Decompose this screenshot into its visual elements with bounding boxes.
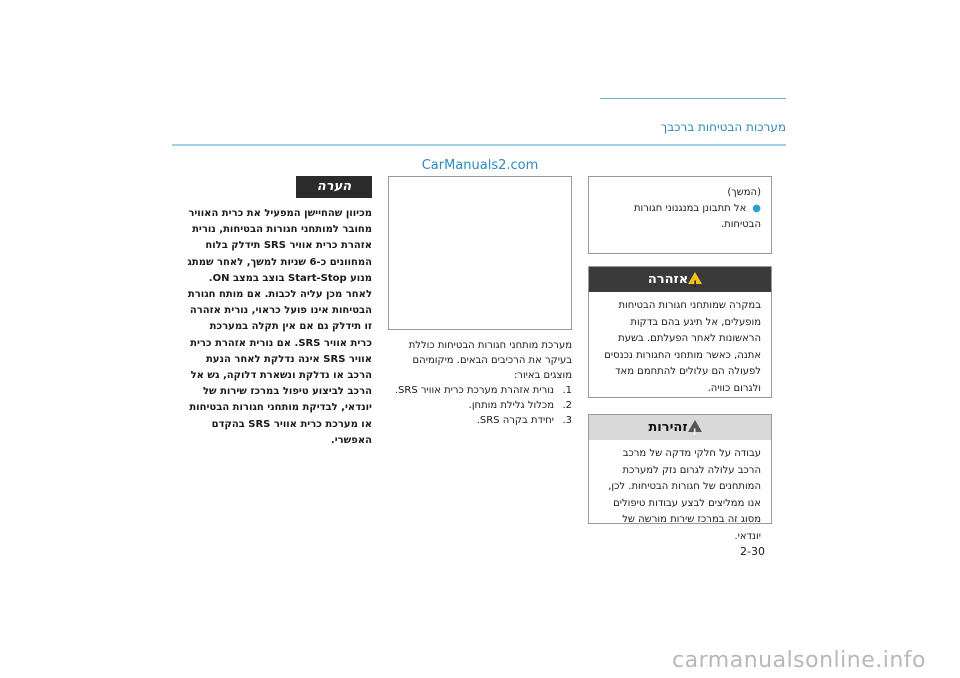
bullet-dot-icon: ● [752,203,761,214]
warning-triangle-icon [688,272,702,284]
list-item [388,413,572,428]
warning-title: זהירות [648,420,688,435]
components-intro: מערכת מותחני חגורות הבטיחות כוללת בעיקר את הרכיבים הבאים. מיקומיהם מוצגים באיור: [408,340,572,381]
list-item-number: 2. [562,400,572,411]
header-rule-short [600,98,786,99]
warning-box [588,414,772,542]
list-item-text: נורית אזהרת מערכת כרית אוויר SRS. [394,385,554,396]
caution-body: במקרה שמותחני חגורות הבטיחות מופעלים, אל תיגע בהם בדקות הראשונות לאחר הפעלתם. בשעת אתנה, כאשר מותחני החגורות נכנסים לפעולה הם עלולים להתחמם מאד ולגרום כוויה. [604,300,761,394]
watermark-top[interactable]: CarManuals2.com [421,158,539,173]
warning-header [589,415,771,440]
components-description [388,338,572,428]
note-tag: הערה [296,176,372,198]
notice-box [588,176,772,254]
note-body: מכיוון שהחיישן המפעיל את כרית האוויר מחובר למותחני חגורות הבטיחות, נורית אזהרת כרית אוויר SRS תידלק בלוח המחוונים כ-6 שניות למשך, לאחר שמתג מנוע Start-Stop בוצב במצב ON. לאחר מכן עליה לכבות. אם מותח חגורת הבטיחות אינו פועל כראוי, נורית אזהרה זו תידלק גם אם אין תקלה במערכת כרית אוויר SRS. אם נורית אזהרת כרית אוויר SRS אינה נדלקת לאחר הנעת הרכב או נדלקת ונשארת דלוקה, גש אל הרכב לביצוע טיפול במרכז שירות של יונדאי, לבדיקת מותחני חגורות הבטיחות או מערכת כרית אוויר SRS בהקדם האפשרי. [187,208,372,446]
section-title: מערכות הבטיחות ברכבך [660,120,786,134]
list-item-text: מכלול גלילת מותחן. [468,400,554,411]
components-list [388,383,572,428]
caution-header [589,267,771,292]
list-item-number: 1. [562,385,572,396]
notice-bullet-text: אל תתבונן במנגנוני חגורות הבטיחות. [633,203,761,230]
list-item-text: יחידת בקרה SRS. [476,415,554,426]
caution-box [588,266,772,398]
list-item [388,398,572,413]
header-rule-long [172,144,786,146]
page-number: 2-30 [740,545,765,558]
notice-heading: (המשך) [727,187,761,198]
list-item [388,383,572,398]
warning-body: עבודה על חלקי מדקה של מרכב הרכב עלולה לגרום נזק למערכת המותחנים של חגורות הבטיחות. לכן, אנו ממליצים לבצע עבודות טיפולים מסוג זה במרכז שירות מורשה של יונדאי. [608,448,761,542]
watermark-bottom[interactable]: carmanualsonline.info [672,648,926,673]
component-illustration [388,176,572,330]
exclamation-triangle-icon [688,420,702,432]
caution-title: אזהרה [647,272,689,287]
list-item-number: 3. [562,415,572,426]
notice-bullet-item [599,201,761,233]
